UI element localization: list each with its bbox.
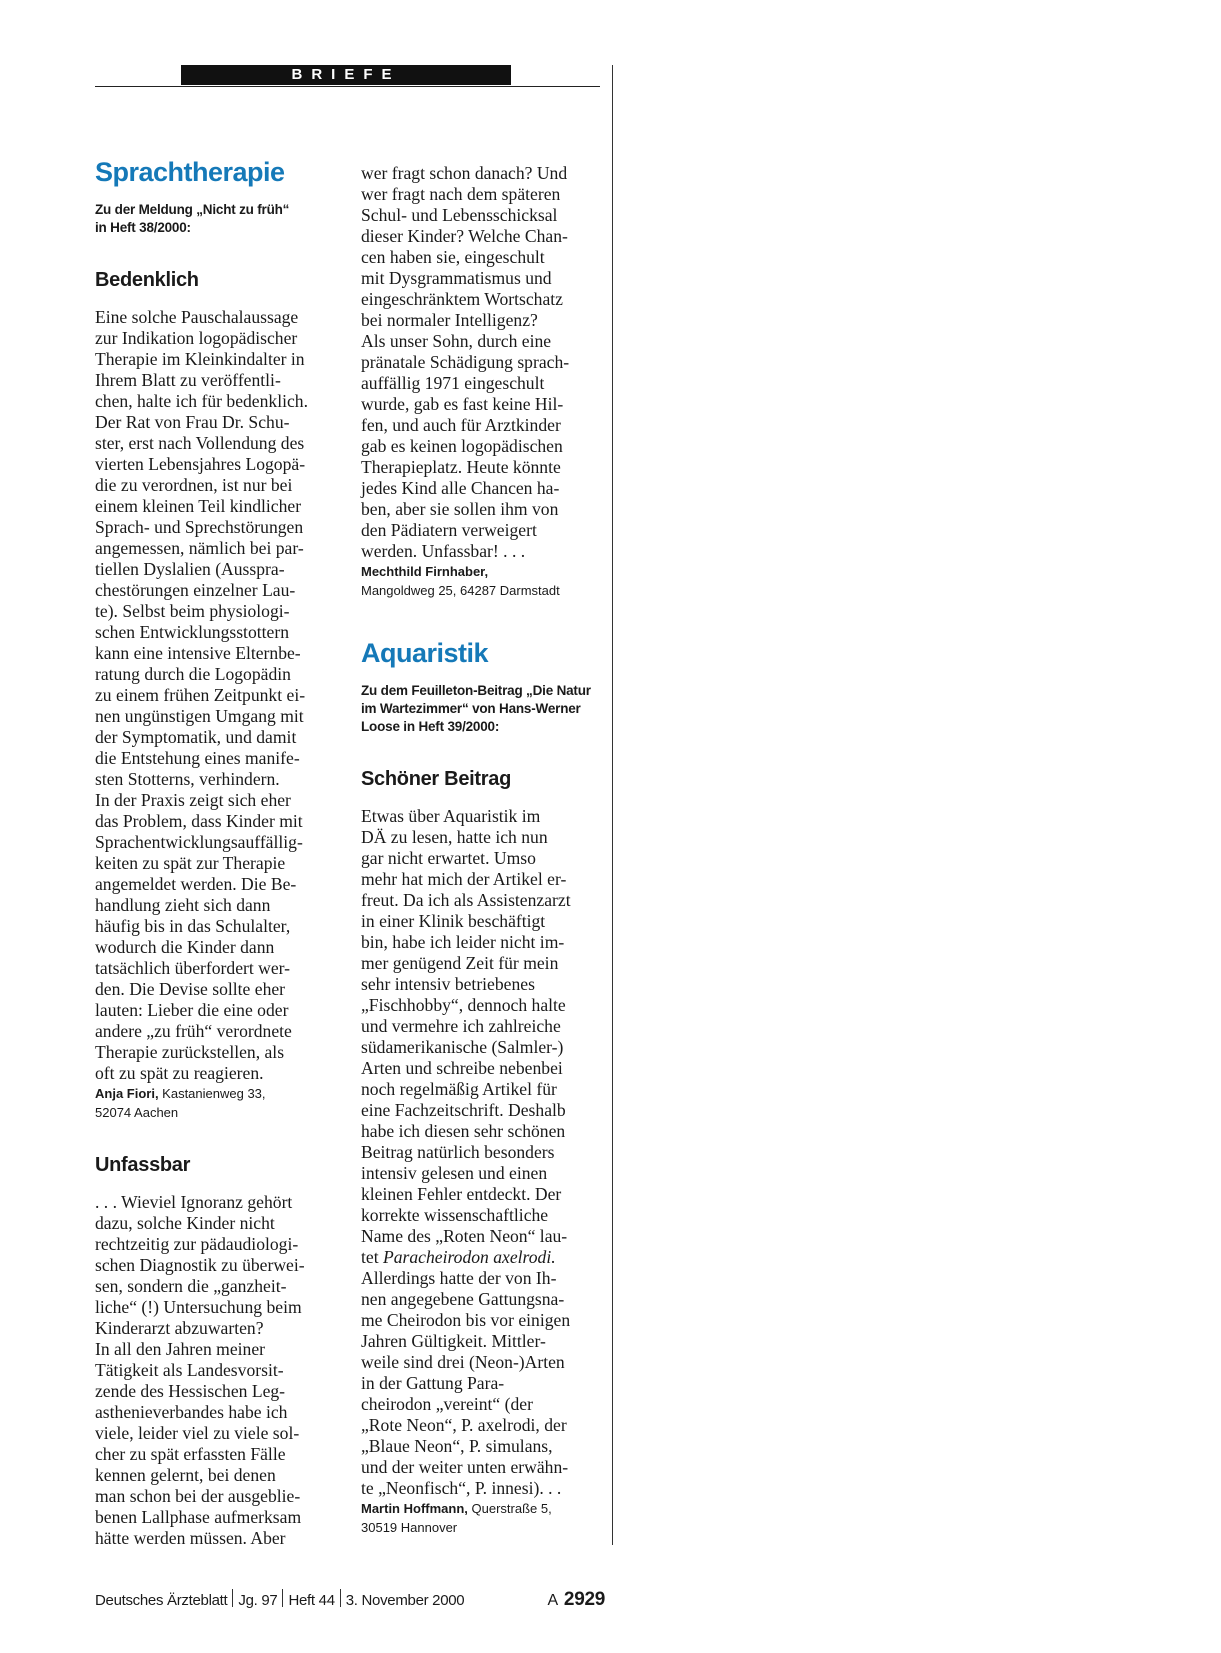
section-title-aquaristik: Aquaristik — [361, 638, 489, 668]
text-line: cen haben sie, eingeschult — [361, 247, 545, 267]
section-intro — [361, 682, 606, 736]
letter-signature — [95, 1084, 340, 1122]
author-city: 52074 Aachen — [95, 1105, 179, 1120]
text-line: „Blaue Neon“, P. simulans, — [361, 1436, 553, 1456]
letter-body-part — [361, 806, 606, 1247]
left-column — [95, 155, 340, 1549]
text-line: man schon bei der ausgeblie- — [95, 1486, 301, 1506]
text-line: zur Indikation logopädischer — [95, 328, 298, 348]
text-line: schen Diagnostik zu überwei- — [95, 1255, 305, 1275]
text-line: ster, erst nach Vollendung des — [95, 433, 305, 453]
text-line: keiten zu spät zur Therapie — [95, 853, 286, 873]
right-column — [361, 163, 606, 1537]
text-line: te „Neonfisch“, P. innesi). . . — [361, 1478, 562, 1498]
text-line: DÄ zu lesen, hatte ich nun — [361, 827, 548, 847]
species-name: Paracheirodon axelrodi. — [382, 1247, 556, 1267]
journal-issue: Heft 44 — [288, 1592, 335, 1609]
text-line: intensiv gelesen und einen — [361, 1163, 548, 1183]
text-line: wer fragt nach dem späteren — [361, 184, 561, 204]
text-line: Sprach- und Sprechstörungen — [95, 517, 304, 537]
footer-separator — [282, 1589, 283, 1607]
text-line: andere „zu früh“ verordnete — [95, 1021, 292, 1041]
text-line: kennen gelernt, bei denen — [95, 1465, 276, 1485]
text-line: habe ich diesen sehr schönen — [361, 1121, 566, 1141]
text-line: eine Fachzeitschrift. Deshalb — [361, 1100, 566, 1120]
text-line: Der Rat von Frau Dr. Schu- — [95, 412, 290, 432]
text-line: . . . Wieviel Ignoranz gehört — [95, 1192, 293, 1212]
letter-body-unfassbar — [95, 1192, 340, 1549]
text-line: wurde, gab es fast keine Hil- — [361, 394, 564, 414]
text-line: ben, aber sie sollen ihm von — [361, 499, 559, 519]
text-line: handlung zieht sich dann — [95, 895, 271, 915]
text-line: korrekte wissenschaftliche — [361, 1205, 549, 1225]
section-title-sprachtherapie: Sprachtherapie — [95, 157, 285, 187]
text-line: rechtzeitig zur pädaudiologi- — [95, 1234, 299, 1254]
footer-separator — [340, 1589, 341, 1607]
text-line: oft zu spät zu reagieren. — [95, 1063, 264, 1083]
text-line: die zu verordnen, ist nur bei — [95, 475, 293, 495]
letter-title-bedenklich: Bedenklich — [95, 269, 199, 291]
text-line: chestörungen einzelner Lau- — [95, 580, 296, 600]
text-line: In all den Jahren meiner — [95, 1339, 266, 1359]
intro-line: im Wartezimmer“ von Hans-Werner — [361, 701, 581, 716]
letter-signature — [361, 1499, 606, 1537]
text-line: angemessen, nämlich bei par- — [95, 538, 304, 558]
text-line: Ihrem Blatt zu veröffentli- — [95, 370, 281, 390]
text-line: gab es keinen logopädischen — [361, 436, 563, 456]
text-line: kann eine intensive Elternbe- — [95, 643, 301, 663]
page-prefix: A — [547, 1592, 558, 1609]
text-line: tet — [361, 1247, 383, 1267]
text-line: noch regelmäßig Artikel für — [361, 1079, 557, 1099]
author-address: Mangoldweg 25, 64287 Darmstadt — [361, 583, 560, 598]
text-line: cheirodon „vereint“ (der — [361, 1394, 533, 1414]
journal-volume: Jg. 97 — [238, 1592, 278, 1609]
text-line: der Symptomatik, und damit — [95, 727, 297, 747]
text-line: bin, habe ich leider nicht im- — [361, 932, 565, 952]
text-line: den Pädiatern verweigert — [361, 520, 537, 540]
text-line: Jahren Gültigkeit. Mittler- — [361, 1331, 546, 1351]
text-line: zende des Hessischen Leg- — [95, 1381, 286, 1401]
text-line: hätte werden müssen. Aber — [95, 1528, 286, 1548]
text-line: mehr hat mich der Artikel er- — [361, 869, 567, 889]
author-address: Kastanienweg 33, — [158, 1086, 266, 1101]
text-line: liche“ (!) Untersuchung beim — [95, 1297, 302, 1317]
text-line: schen Entwicklungsstottern — [95, 622, 289, 642]
letter-body-part — [361, 1268, 606, 1499]
text-line: te). Selbst beim physiologi- — [95, 601, 290, 621]
text-line: in einer Klinik beschäftigt — [361, 911, 546, 931]
text-line: mit Dysgrammatismus und — [361, 268, 552, 288]
text-line: Als unser Sohn, durch eine — [361, 331, 552, 351]
text-line: Arten und schreibe nebenbei — [361, 1058, 563, 1078]
header-rule — [95, 86, 600, 87]
text-line: einem kleinen Teil kindlicher — [95, 496, 302, 516]
letter-body-bedenklich — [95, 307, 340, 1084]
text-line: In der Praxis zeigt sich eher — [95, 790, 291, 810]
text-line: die Entstehung eines manife- — [95, 748, 300, 768]
text-line: cher zu spät erfassten Fälle — [95, 1444, 286, 1464]
text-line: gar nicht erwartet. Umso — [361, 848, 536, 868]
text-line: nen angegebene Gattungsna- — [361, 1289, 565, 1309]
text-line: Etwas über Aquaristik im — [361, 806, 541, 826]
text-line: kleinen Fehler entdeckt. Der — [361, 1184, 562, 1204]
text-line: Kinderarzt abzuwarten? — [95, 1318, 264, 1338]
text-line: bei normaler Intelligenz? — [361, 310, 538, 330]
letter-signature — [361, 562, 606, 600]
species-line — [361, 1247, 606, 1268]
text-line: wer fragt schon danach? Und — [361, 163, 568, 183]
text-line: „Fischhobby“, dennoch halte — [361, 995, 566, 1015]
text-line: zu einem frühen Zeitpunkt ei- — [95, 685, 306, 705]
author-name: Anja Fiori, — [95, 1086, 159, 1101]
text-line: me Cheirodon bis vor einigen — [361, 1310, 571, 1330]
letter-body-schoener-beitrag — [361, 806, 606, 1499]
text-line: Sprachentwicklungsauffällig- — [95, 832, 303, 852]
journal-name: Deutsches Ärzteblatt — [95, 1592, 228, 1609]
letter-title-schoener-beitrag: Schöner Beitrag — [361, 768, 511, 790]
text-line: „Rote Neon“, P. axelrodi, der — [361, 1415, 567, 1435]
text-line: tatsächlich überfordert wer- — [95, 958, 291, 978]
journal-date: 3. November 2000 — [345, 1592, 465, 1609]
text-line: das Problem, dass Kinder mit — [95, 811, 303, 831]
text-line: chen, halte ich für bedenklich. — [95, 391, 308, 411]
text-line: vierten Lebensjahres Logopä- — [95, 454, 306, 474]
text-line: in der Gattung Para- — [361, 1373, 505, 1393]
text-line: eingeschränktem Wortschatz — [361, 289, 563, 309]
text-line: freut. Da ich als Assistenzarzt — [361, 890, 571, 910]
text-line: Name des „Roten Neon“ lau- — [361, 1226, 568, 1246]
text-line: benen Lallphase aufmerksam — [95, 1507, 302, 1527]
text-line: Eine solche Pauschalaussage — [95, 307, 299, 327]
text-line: auffällig 1971 eingeschult — [361, 373, 545, 393]
text-line: häufig bis in das Schulalter, — [95, 916, 291, 936]
text-line: Therapieplatz. Heute könnte — [361, 457, 561, 477]
page-number-value: 2929 — [563, 1589, 605, 1610]
author-name: Martin Hoffmann, — [361, 1501, 468, 1516]
text-line: tiellen Dyslalien (Ausspra- — [95, 559, 285, 579]
letter-body-continuation — [361, 163, 606, 562]
text-line: fen, und auch für Arztkinder — [361, 415, 561, 435]
text-line: sen, sondern die „ganzheit- — [95, 1276, 287, 1296]
author-city: 30519 Hannover — [361, 1520, 458, 1535]
text-line: asthenieverbandes habe ich — [95, 1402, 288, 1422]
text-line: dazu, solche Kinder nicht — [95, 1213, 275, 1233]
text-line: jedes Kind alle Chancen ha- — [361, 478, 560, 498]
page-number — [548, 1589, 605, 1611]
text-line: pränatale Schädigung sprach- — [361, 352, 570, 372]
text-line: werden. Unfassbar! . . . — [361, 541, 526, 561]
text-line: lauten: Lieber die eine oder — [95, 1000, 289, 1020]
text-line: viele, leider viel zu viele sol- — [95, 1423, 300, 1443]
text-line: Schul- und Lebensschicksal — [361, 205, 558, 225]
intro-line: Zu dem Feuilleton-Beitrag „Die Natur — [361, 683, 591, 698]
text-line: Therapie im Kleinkindalter in — [95, 349, 305, 369]
text-line: Beitrag natürlich besonders — [361, 1142, 555, 1162]
text-line: angemeldet werden. Die Be- — [95, 874, 297, 894]
text-line: den. Die Devise sollte eher — [95, 979, 286, 999]
letter-title-unfassbar: Unfassbar — [95, 1154, 191, 1176]
intro-line: Zu der Meldung „Nicht zu früh“ — [95, 202, 290, 217]
text-line: südamerikanische (Salmler-) — [361, 1037, 564, 1057]
text-line: mer genügend Zeit für mein — [361, 953, 559, 973]
footer-separator — [232, 1589, 233, 1607]
page-footer — [95, 1587, 605, 1609]
section-tab: BRIEFE — [181, 65, 511, 85]
text-line: und der weiter unten erwähn- — [361, 1457, 569, 1477]
text-line: Therapie zurückstellen, als — [95, 1042, 285, 1062]
intro-line: in Heft 38/2000: — [95, 220, 191, 235]
text-line: Allerdings hatte der von Ih- — [361, 1268, 557, 1288]
text-line: sten Stotterns, verhindern. — [95, 769, 280, 789]
author-address: Querstraße 5, — [467, 1501, 552, 1516]
text-line: weile sind drei (Neon-)Arten — [361, 1352, 565, 1372]
intro-line: Loose in Heft 39/2000: — [361, 719, 500, 734]
text-line: ratung durch die Logopädin — [95, 664, 291, 684]
column-divider — [612, 65, 613, 1545]
text-line: sehr intensiv betriebenes — [361, 974, 535, 994]
text-line: dieser Kinder? Welche Chan- — [361, 226, 568, 246]
text-line: und vermehre ich zahlreiche — [361, 1016, 561, 1036]
text-line: nen ungünstigen Umgang mit — [95, 706, 304, 726]
section-intro — [95, 201, 340, 237]
text-line: Tätigkeit als Landesvorsit- — [95, 1360, 284, 1380]
author-name: Mechthild Firnhaber, — [361, 564, 489, 579]
text-line: wodurch die Kinder dann — [95, 937, 275, 957]
